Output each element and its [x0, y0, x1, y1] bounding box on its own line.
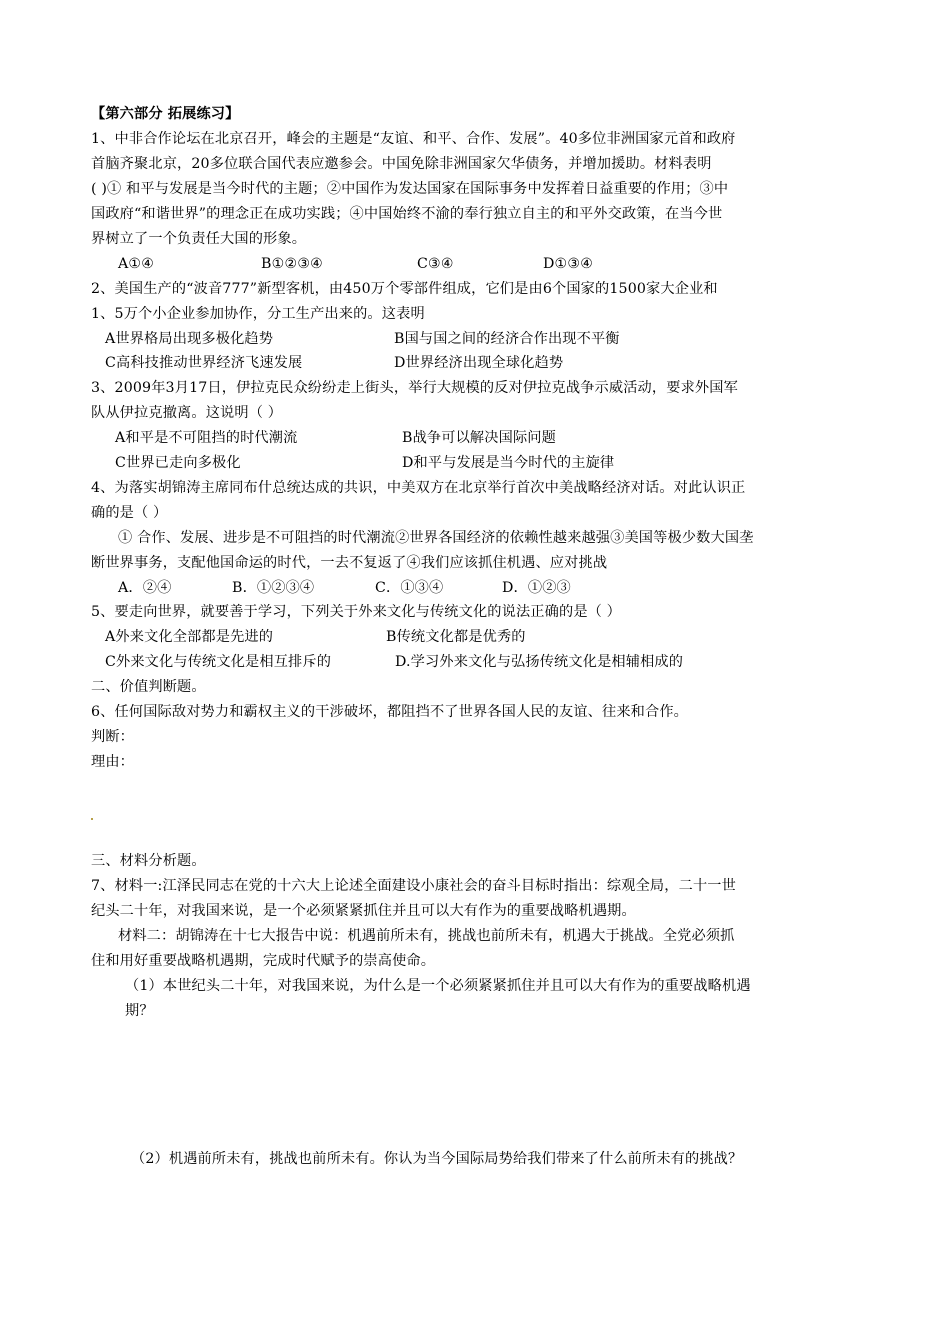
q5-option-c: C外来文化与传统文化是相互排斥的 [105, 654, 332, 670]
q6-reason-label: 理由： [91, 754, 135, 770]
q2-line-2: 1、5万个小企业参加协作，分工生产出来的。这表明 [91, 306, 425, 322]
q1-option-d: D①③④ [543, 256, 594, 272]
q7-material-2-line-1: 材料二：胡锦涛在十七大报告中说：机遇前所未有，挑战也前所未有，机遇大于挑战。全党必须抓 [118, 928, 735, 944]
q4-line-2: 确的是（ ） [91, 505, 168, 521]
q1-line-3: ( )① 和平与发展是当今时代的主题；②中国作为发达国家在国际事务中发挥着日益重要的作用；③中 [91, 181, 729, 197]
q5-option-b: B传统文化都是优秀的 [386, 629, 526, 645]
q1-option-c: C③④ [417, 256, 454, 272]
q7-sub-1-line-2: 期？ [125, 1003, 154, 1019]
q3-option-d: D和平与发展是当今时代的主旋律 [402, 455, 615, 471]
q1-option-b: B①②③④ [261, 256, 324, 272]
q1-option-a: A①④ [118, 256, 155, 272]
q4-option-a: A．②④ [118, 580, 172, 596]
q7-sub-2: （2）机遇前所未有，挑战也前所未有。你认为当今国际局势给我们带来了什么前所未有的挑战？ [131, 1151, 743, 1167]
q4-line-1: 4、为落实胡锦涛主席同布什总统达成的共识，中美双方在北京举行首次中美战略经济对话。对此认识正 [91, 480, 746, 496]
q2-option-d: D世界经济出现全球化趋势 [394, 355, 564, 371]
q1-line-2: 首脑齐聚北京，20多位联合国代表应邀参会。中国免除非洲国家欠华债务，并增加援助。材料表明 [91, 156, 712, 172]
q4-line-3: ① 合作、发展、进步是不可阻挡的时代潮流②世界各国经济的依赖性越来越强③美国等极少数大国垄 [118, 530, 754, 546]
q5-option-d: D.学习外来文化与弘扬传统文化是相辅相成的 [395, 654, 684, 670]
q6-line: 6、任何国际敌对势力和霸权主义的干涉破坏，都阻挡不了世界各国人民的友谊、往来和合作。 [91, 704, 689, 720]
q1-line-4: 国政府“和谐世界”的理念正在成功实践；④中国始终不渝的奉行独立自主的和平外交政策，在当今世 [91, 206, 723, 222]
q6-judge-label: 判断： [91, 729, 135, 745]
q3-line-1: 3、2009年3月17日，伊拉克民众纷纷走上街头，举行大规模的反对伊拉克战争示威活动，要求外国军 [91, 380, 738, 396]
q4-option-d: D．①②③ [502, 580, 571, 596]
section-heading: 【第六部分 拓展练习】 [91, 106, 240, 122]
q4-option-c: C．①③④ [375, 580, 444, 596]
q5-line-1: 5、要走向世界，就要善于学习，下列关于外来文化与传统文化的说法正确的是（ ） [91, 604, 621, 620]
q3-option-b: B战争可以解决国际问题 [402, 430, 556, 446]
q7-material-1-line-2: 纪头二十年，对我国来说，是一个必须紧紧抓住并且可以大有作为的重要战略机遇期。 [91, 903, 636, 919]
q7-sub-1-line-1: （1）本世纪头二十年，对我国来说，为什么是一个必须紧紧抓住并且可以大有作为的重要战略机遇 [125, 978, 751, 994]
q4-option-b: B．①②③④ [232, 580, 315, 596]
stray-mark [91, 818, 93, 820]
q2-option-c: C高科技推动世界经济飞速发展 [105, 355, 303, 371]
q2-line-1: 2、美国生产的“波音777”新型客机，由450万个零部件组成，它们是由6个国家的1500家大企业和 [91, 281, 718, 297]
q1-line-1: 1、中非合作论坛在北京召开，峰会的主题是“友谊、和平、合作、发展”。40多位非洲国家元首和政府 [91, 131, 736, 147]
q3-option-a: A和平是不可阻挡的时代潮流 [115, 430, 298, 446]
q2-option-b: B国与国之间的经济合作出现不平衡 [394, 331, 620, 347]
q4-line-4: 断世界事务，支配他国命运的时代，一去不复返了④我们应该抓住机遇、应对挑战 [91, 555, 608, 571]
q7-material-1-line-1: 7、材料一:江泽民同志在党的十六大上论述全面建设小康社会的奋斗目标时指出：综观全局，二十一世 [91, 878, 736, 894]
q3-option-c: C世界已走向多极化 [115, 455, 241, 471]
q3-line-2: 队从伊拉克撤离。这说明（ ） [91, 405, 283, 421]
section-2-title: 二、价值判断题。 [91, 679, 206, 695]
q2-option-a: A世界格局出现多极化趋势 [105, 331, 274, 347]
q7-material-2-line-2: 住和用好重要战略机遇期，完成时代赋予的崇高使命。 [91, 953, 436, 969]
section-3-title: 三、材料分析题。 [91, 853, 206, 869]
q1-line-5: 界树立了一个负责任大国的形象。 [91, 231, 307, 247]
q5-option-a: A外来文化全部都是先进的 [105, 629, 274, 645]
